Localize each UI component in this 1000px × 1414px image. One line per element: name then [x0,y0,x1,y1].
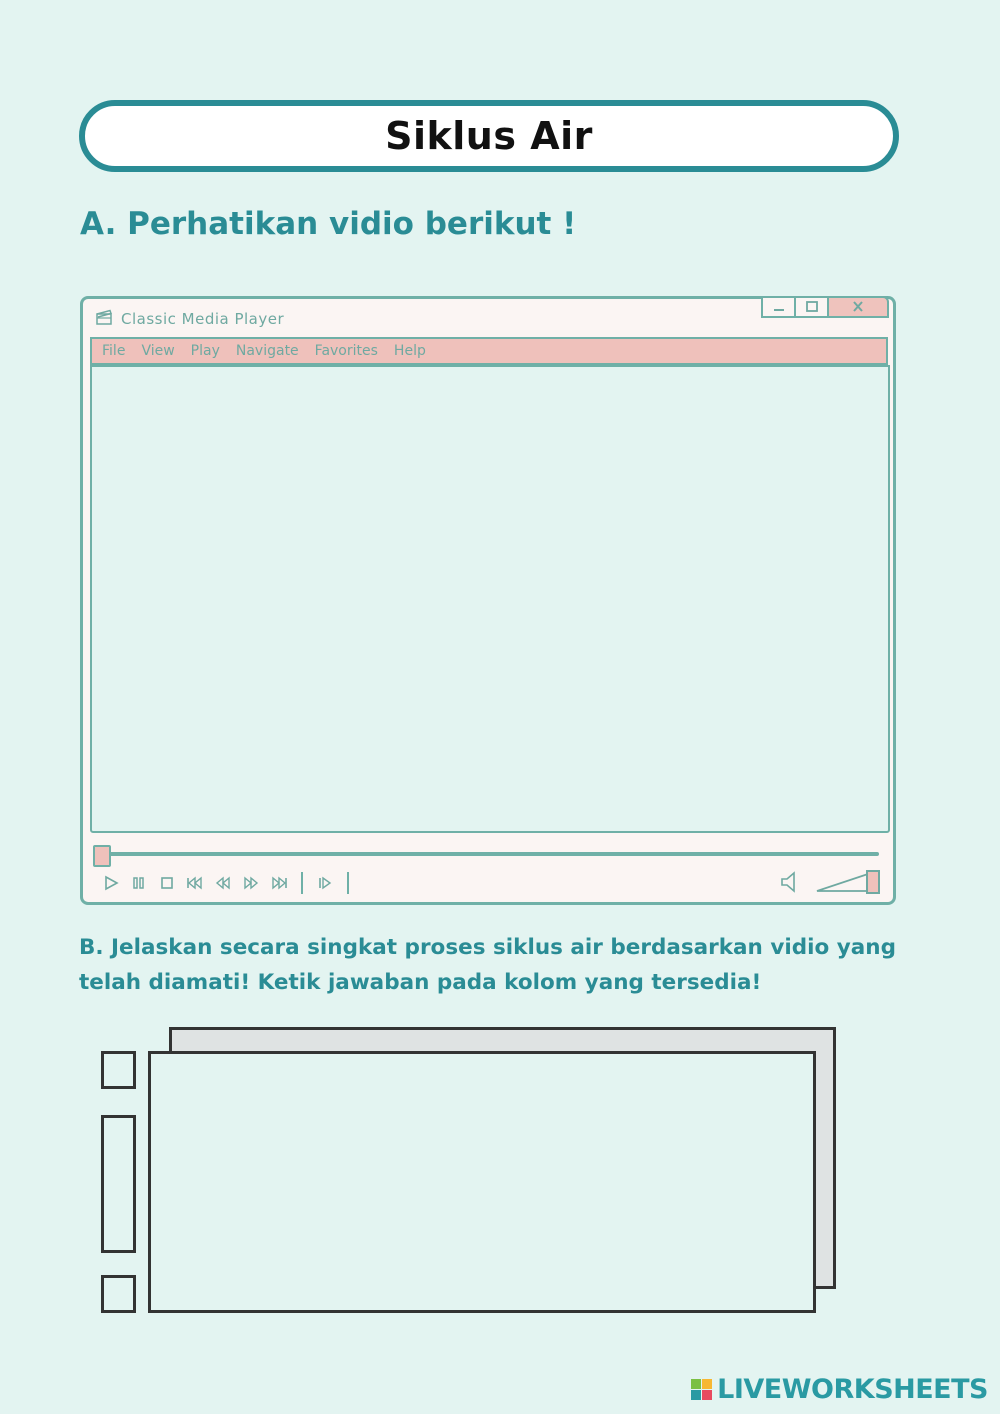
menu-help[interactable]: Help [393,343,426,359]
window-controls [763,296,889,318]
play-icon [103,875,119,891]
liveworksheets-badge-icon [691,1379,713,1401]
volume-slider[interactable] [815,869,881,899]
rewind-button[interactable] [209,871,237,895]
close-icon [851,301,865,313]
volume-controls [779,869,881,899]
decorative-tab [101,1051,136,1089]
controls-divider [347,872,349,894]
menu-favorites[interactable]: Favorites [314,343,378,359]
controls-divider [301,872,303,894]
section-b-instructions: B. Jelaskan secara singkat proses siklus air berdasarkan vidio yang telah diamati! Ketik jawaban pada kolom yang tersedia! [79,935,896,995]
section-a-heading: A. Perhatikan vidio berikut ! [80,206,577,242]
menu-file[interactable]: File [102,343,126,359]
step-forward-icon [317,875,333,891]
menu-navigate[interactable]: Navigate [235,343,299,359]
player-menubar [90,337,888,365]
video-screen[interactable] [90,365,890,833]
stop-button[interactable] [153,871,181,895]
menu-play[interactable]: Play [190,343,220,359]
clapperboard-icon [95,308,113,330]
worksheet-title-banner [79,100,899,172]
play-button[interactable] [97,871,125,895]
stop-icon [159,875,175,891]
answer-textbox[interactable] [148,1051,816,1313]
close-button[interactable] [827,296,889,318]
fast-forward-icon [242,875,260,891]
speaker-icon[interactable] [779,870,797,898]
player-titlebar [95,307,284,331]
maximize-button[interactable] [794,296,829,318]
skip-back-icon [186,875,204,891]
player-title: Classic Media Player [121,310,285,328]
media-player-window [80,296,896,905]
previous-button[interactable] [181,871,209,895]
seek-thumb[interactable] [93,845,111,867]
next-button[interactable] [265,871,293,895]
minimize-button[interactable] [761,296,796,318]
seek-bar[interactable] [99,852,879,856]
playback-controls [97,871,357,895]
decorative-tab [101,1115,136,1253]
pause-button[interactable] [125,871,153,895]
maximize-icon [805,301,819,313]
decorative-tab [101,1275,136,1313]
step-forward-button[interactable] [311,871,339,895]
pause-icon [131,875,147,891]
minimize-icon [772,302,786,312]
liveworksheets-logo [691,1374,988,1405]
menu-view[interactable]: View [141,343,175,359]
worksheet-title: Siklus Air [385,114,593,158]
skip-forward-icon [270,875,288,891]
fast-forward-button[interactable] [237,871,265,895]
logo-wordmark: LIVEWORKSHEETS [717,1374,988,1405]
rewind-icon [214,875,232,891]
